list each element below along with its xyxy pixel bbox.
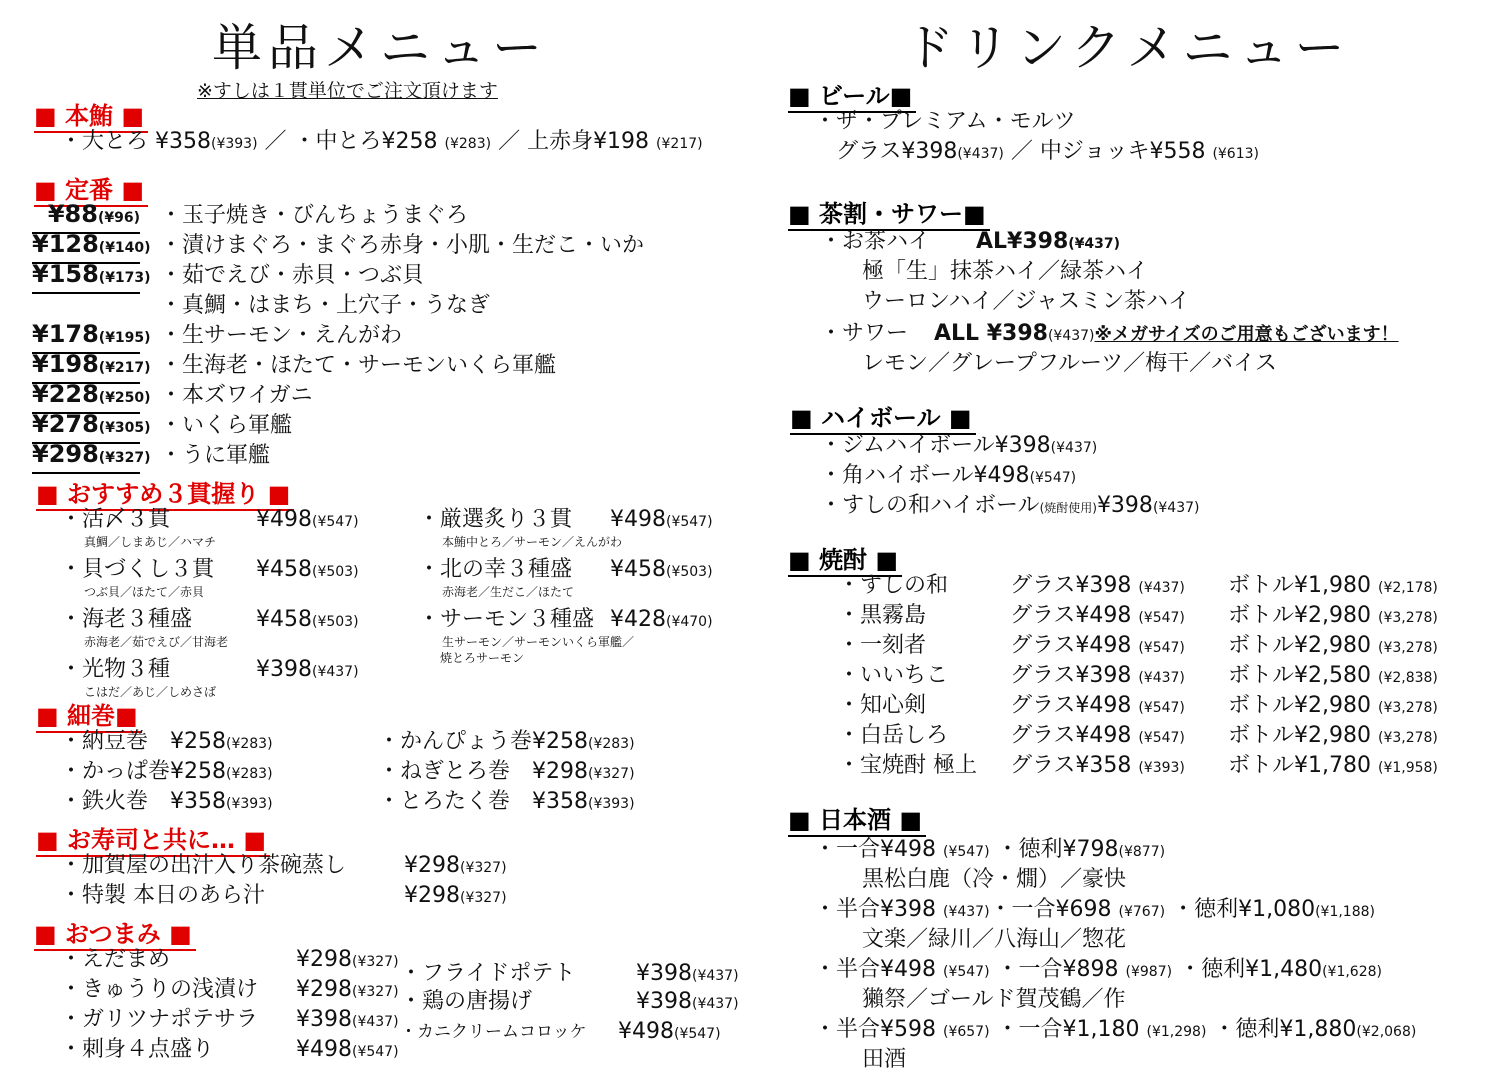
shochu-bottle-tax: (¥3,278)	[1377, 640, 1438, 656]
shochu-bottle-tax: (¥1,958)	[1377, 760, 1438, 776]
sake-segment: ・一合¥698	[989, 897, 1119, 922]
otsumami-item-price	[296, 976, 399, 1006]
teiban-items: ・生サーモン・えんがわ	[160, 323, 403, 348]
sake-segment: ・徳利¥1,080	[1165, 897, 1316, 922]
shochu-bottle	[1228, 692, 1438, 722]
hosomaki-item-tax: (¥283)	[588, 736, 635, 752]
tomoni-price-value: ¥298	[404, 883, 460, 908]
sushi-order-note: ※すしは１貫単位でご注文頂けます	[197, 80, 498, 102]
shochu-glass	[1010, 632, 1185, 662]
sake-line	[814, 1016, 1416, 1046]
osusume-item-name: ・貝づくし３貫	[60, 557, 215, 582]
shochu-glass	[1010, 602, 1185, 632]
shochu-bottle	[1228, 752, 1438, 782]
tomoni-price-tax: (¥327)	[460, 860, 507, 876]
tomoni-item-name: ・特製 本日のあら汁	[60, 883, 265, 908]
teiban-price	[32, 260, 151, 294]
osusume-price-tax: (¥503)	[666, 564, 713, 580]
osusume-item-name: ・サーモン３種盛	[418, 607, 595, 632]
shochu-name: ・白岳しろ	[838, 723, 949, 748]
shochu-bottle-tax: (¥2,178)	[1377, 580, 1438, 596]
osusume-price-tax: (¥437)	[312, 664, 359, 680]
section-hosomaki-heading: ■ 細巻■	[36, 696, 142, 733]
osusume-item-price	[256, 656, 359, 686]
shochu-bottle-tax: (¥3,278)	[1377, 730, 1438, 746]
teiban-items: ・真鯛・はまち・上穴子・うなぎ	[160, 293, 491, 318]
beer-prices	[836, 138, 1259, 168]
tomoni-price-value: ¥298	[404, 853, 460, 878]
shochu-bottle-price: ボトル¥2,980	[1228, 723, 1371, 748]
shochu-glass	[1010, 692, 1185, 722]
shochu-glass-tax: (¥437)	[1138, 580, 1185, 596]
osusume-item-price	[256, 556, 359, 586]
osusume-item-price	[256, 606, 359, 636]
ochahai-kinds-1: 極「生」抹茶ハイ／緑茶ハイ	[862, 259, 1149, 284]
otsumami-item-price	[618, 1018, 721, 1048]
teiban-items: ・いくら軍艦	[160, 413, 293, 438]
hosomaki-item	[378, 728, 635, 758]
shochu-name: ・宝焼酎 極上	[838, 753, 977, 778]
osusume-item-name: ・海老３種盛	[60, 607, 193, 632]
teiban-price-value: ¥278	[32, 410, 99, 438]
osusume-price-value: ¥398	[256, 657, 312, 682]
highball-jim-label: ・ジムハイボール¥398	[820, 433, 1051, 458]
otsumami-price-value: ¥398	[636, 989, 692, 1014]
sake-segment-tax: (¥1,628)	[1322, 964, 1382, 980]
shochu-glass-tax: (¥547)	[1138, 640, 1185, 656]
osusume-item-name: ・活〆３貫	[60, 507, 171, 532]
shochu-bottle-price: ボトル¥1,980	[1228, 573, 1371, 598]
osusume-price-value: ¥498	[256, 507, 312, 532]
teiban-price-tax: (¥250)	[98, 390, 151, 406]
shochu-glass-tax: (¥393)	[1138, 760, 1185, 776]
teiban-items: ・茹でえび・赤貝・つぶ貝	[160, 263, 425, 288]
section-teiban-heading: ■ 定番 ■	[34, 170, 148, 207]
sake-segment: ・徳利¥1,480	[1172, 957, 1323, 982]
hosomaki-item-label: ・ねぎとろ巻 ¥298	[378, 759, 588, 784]
shochu-glass	[1010, 752, 1185, 782]
otsumami-price-tax: (¥437)	[352, 1014, 399, 1030]
sake-segment: 黒松白鹿（冷・燗）／豪快	[862, 867, 1127, 892]
sake-segment: ・一合¥1,180	[989, 1017, 1147, 1042]
otsumami-price-value: ¥498	[296, 1037, 352, 1062]
shochu-bottle-price: ボトル¥2,980	[1228, 633, 1371, 658]
otsumami-item-price	[296, 1036, 399, 1066]
otsumami-price-tax: (¥437)	[692, 996, 739, 1012]
shochu-name: ・一刻者	[838, 633, 927, 658]
sake-segment-tax: (¥657)	[942, 1024, 990, 1040]
sake-segment: 田酒	[862, 1047, 907, 1072]
hosomaki-item	[60, 728, 273, 758]
sake-segment-tax: (¥2,068)	[1356, 1024, 1417, 1040]
highball-kaku-label: ・角ハイボール¥498	[820, 463, 1030, 488]
hosomaki-item-label: ・かんぴょう巻¥258	[378, 729, 588, 754]
osusume-item-price	[610, 556, 713, 586]
sake-segment: ・一合¥498	[814, 837, 943, 862]
otoro-tax: (¥393)	[210, 136, 258, 152]
sour-price: ALL ¥398	[934, 321, 1048, 346]
osusume-price-value: ¥458	[256, 557, 312, 582]
shochu-glass-price: グラス¥358	[1010, 753, 1132, 778]
hosomaki-item-label: ・かっぱ巻¥258	[60, 759, 226, 784]
osusume-item-contents: 赤海老／茹でえび／甘海老	[84, 635, 229, 649]
osusume-item-name: ・厳選炙り３貫	[418, 507, 573, 532]
otsumami-price-tax: (¥547)	[674, 1026, 721, 1042]
osusume-price-value: ¥458	[256, 607, 312, 632]
shochu-bottle	[1228, 632, 1438, 662]
shochu-glass-price: グラス¥498	[1010, 633, 1132, 658]
hosomaki-item-tax: (¥327)	[588, 766, 635, 782]
osusume-item-contents: 真鯛／しまあじ／ハマチ	[84, 535, 217, 549]
osusume-item-name: ・北の幸３種盛	[418, 557, 573, 582]
sake-segment-tax: (¥1,298)	[1146, 1024, 1207, 1040]
hosomaki-item	[378, 758, 635, 788]
shochu-glass	[1010, 722, 1185, 752]
section-honmaguro-heading: ■ 本鮪 ■	[34, 96, 148, 133]
sake-line	[814, 836, 1165, 866]
otsumami-price-tax: (¥547)	[352, 1044, 399, 1060]
osusume-item-contents: つぶ貝／ほたて／赤貝	[84, 585, 205, 599]
section-tomoni-heading: ■ お寿司と共に… ■	[36, 820, 270, 857]
highball-sushinowa	[820, 492, 1200, 522]
sake-line	[814, 956, 1382, 986]
osusume-price-tax: (¥503)	[312, 614, 359, 630]
tomoni-item-price	[404, 852, 507, 882]
shochu-glass-price: グラス¥498	[1010, 723, 1132, 748]
sake-line	[862, 986, 1126, 1014]
sake-segment-tax: (¥547)	[942, 844, 990, 860]
honmaguro-line	[60, 128, 703, 158]
sake-segment: ・半合¥598	[814, 1017, 943, 1042]
sake-line	[862, 1046, 906, 1074]
otsumami-price-value: ¥398	[296, 1007, 352, 1032]
shochu-bottle-price: ボトル¥2,980	[1228, 603, 1371, 628]
otsumami-item-name: ・カニクリームコロッケ	[400, 1022, 587, 1042]
chutoro-label: ／ ・中とろ¥258	[257, 129, 445, 154]
teiban-items: ・漬けまぐろ・まぐろ赤身・小肌・生だこ・いか	[160, 233, 645, 258]
tomoni-item-name: ・加賀屋の出汁入り茶碗蒸し	[60, 853, 347, 878]
teiban-price	[32, 350, 151, 384]
hosomaki-item-tax: (¥393)	[226, 796, 273, 812]
shochu-glass	[1010, 572, 1185, 602]
shochu-name: ・知心剣	[838, 693, 927, 718]
osusume-price-value: ¥458	[610, 557, 666, 582]
teiban-price-value: ¥228	[32, 380, 99, 408]
otsumami-price-value: ¥398	[636, 961, 692, 986]
section-beer-heading: ■ ビール■	[788, 76, 916, 113]
akami-tax: (¥217)	[656, 136, 703, 152]
chutoro-tax: (¥283)	[444, 136, 492, 152]
sour-label: ・サワー	[820, 321, 909, 346]
sake-segment-tax: (¥1,188)	[1315, 904, 1375, 920]
shochu-bottle-price: ボトル¥1,780	[1228, 753, 1371, 778]
sake-segment: 獺祭／ゴールド賀茂鶴／作	[862, 987, 1126, 1012]
teiban-price-tax: (¥96)	[97, 210, 140, 226]
osusume-item-contents-2: 焼とろサーモン	[440, 651, 525, 665]
highball-sushinowa-price: ¥398	[1096, 493, 1153, 518]
shochu-bottle	[1228, 662, 1438, 692]
teiban-items: ・生海老・ほたて・サーモンいくら軍艦	[160, 353, 557, 378]
otsumami-item-price	[296, 1006, 399, 1036]
teiban-price	[32, 440, 151, 474]
sake-segment: 文楽／緑川／八海山／惣花	[862, 927, 1127, 952]
shochu-bottle-tax: (¥3,278)	[1377, 610, 1438, 626]
sour-tax: (¥437)	[1047, 328, 1095, 344]
osusume-price-tax: (¥503)	[312, 564, 359, 580]
osusume-price-value: ¥498	[610, 507, 666, 532]
otsumami-price-tax: (¥437)	[692, 968, 739, 984]
hosomaki-item-tax: (¥393)	[588, 796, 635, 812]
hosomaki-item-label: ・納豆巻 ¥258	[60, 729, 226, 754]
beer-mug-tax: (¥613)	[1212, 146, 1259, 162]
otoro-label: ・大とろ ¥358	[60, 129, 211, 154]
teiban-items: ・本ズワイガニ	[160, 383, 313, 408]
highball-sushinowa-tax: (¥437)	[1152, 500, 1200, 516]
teiban-price-value: ¥88	[47, 200, 98, 228]
highball-kaku-tax: (¥547)	[1029, 470, 1077, 486]
sake-line	[814, 896, 1375, 926]
otsumami-price-tax: (¥327)	[352, 954, 399, 970]
hosomaki-item	[378, 788, 635, 818]
sake-segment-tax: (¥767)	[1118, 904, 1166, 920]
beer-name: ・ザ・プレミアム・モルツ	[814, 109, 1076, 134]
ochahai-price: AL¥398	[976, 229, 1069, 254]
shochu-name: ・すしの和	[838, 573, 949, 598]
osusume-item-contents: 生サーモン／サーモンいくら軍艦／	[442, 635, 635, 649]
otsumami-price-value: ¥298	[296, 977, 352, 1002]
section-sour-heading: ■ 茶割・サワー■	[788, 194, 990, 231]
sour-line	[820, 320, 1399, 350]
shochu-glass-price: グラス¥498	[1010, 603, 1132, 628]
teiban-price	[32, 410, 151, 444]
teiban-items: ・うに軍艦	[160, 443, 271, 468]
shochu-glass-tax: (¥437)	[1138, 670, 1185, 686]
hosomaki-item-tax: (¥283)	[226, 736, 273, 752]
sake-line	[862, 866, 1126, 894]
drink-menu-title: ドリンクメニュー	[904, 19, 1351, 77]
teiban-price-tax: (¥195)	[98, 330, 151, 346]
sake-segment: ・半合¥498	[814, 957, 943, 982]
teiban-price-tax: (¥327)	[98, 450, 151, 466]
shochu-bottle-tax: (¥3,278)	[1377, 700, 1438, 716]
tomoni-price-tax: (¥327)	[460, 890, 507, 906]
hosomaki-item	[60, 788, 273, 818]
osusume-item-price	[256, 506, 359, 536]
hosomaki-item-label: ・とろたく巻 ¥358	[378, 789, 588, 814]
osusume-price-value: ¥428	[610, 607, 666, 632]
sake-segment-tax: (¥877)	[1118, 844, 1166, 860]
otsumami-item-name: ・えだまめ	[60, 947, 171, 972]
teiban-price-tax: (¥305)	[98, 420, 151, 436]
osusume-item-contents: こはだ／あじ／しめさば	[84, 685, 217, 699]
food-menu-title: 単品メニュー	[212, 19, 548, 77]
sake-segment: ・一合¥898	[989, 957, 1126, 982]
teiban-price	[32, 320, 151, 354]
teiban-price	[32, 380, 151, 414]
beer-glass-price: グラス¥398	[836, 139, 958, 164]
otsumami-item-name: ・フライドポテト	[400, 961, 576, 986]
sake-line	[862, 926, 1126, 954]
otsumami-price-tax: (¥327)	[352, 984, 399, 1000]
sake-segment: ・徳利¥1,880	[1206, 1017, 1357, 1042]
shochu-glass-price: グラス¥398	[1010, 573, 1132, 598]
osusume-item-name: ・光物３種	[60, 657, 171, 682]
teiban-price-value: ¥178	[32, 320, 99, 348]
teiban-price-value: ¥128	[32, 230, 99, 258]
otsumami-item-name: ・ガリツナポテサラ	[60, 1007, 259, 1032]
ochahai-line	[820, 228, 1120, 258]
highball-jim	[820, 432, 1097, 462]
mega-size-note: ※メガサイズのご用意もございます！	[1094, 324, 1399, 345]
ochahai-kinds-2: ウーロンハイ／ジャスミン茶ハイ	[862, 289, 1191, 314]
teiban-price-tax: (¥173)	[98, 270, 151, 286]
teiban-price-tax: (¥140)	[98, 240, 151, 256]
otsumami-item-price	[636, 960, 739, 990]
otsumami-item-name: ・鶏の唐揚げ	[400, 989, 533, 1014]
shochu-glass-price: グラス¥498	[1010, 693, 1132, 718]
highball-jim-tax: (¥437)	[1050, 440, 1098, 456]
otsumami-price-value: ¥498	[618, 1019, 674, 1044]
teiban-price-value: ¥158	[32, 260, 99, 288]
section-highball-heading: ■ ハイボール ■	[790, 398, 976, 435]
section-shochu-heading: ■ 焼酎 ■	[788, 540, 902, 577]
teiban-price	[32, 230, 151, 264]
shochu-glass-tax: (¥547)	[1138, 610, 1185, 626]
osusume-price-tax: (¥470)	[666, 614, 713, 630]
sour-kinds: レモン／グレープフルーツ／梅干／バイス	[862, 351, 1277, 376]
shochu-bottle-price: ボトル¥2,980	[1228, 693, 1371, 718]
shochu-glass	[1010, 662, 1185, 692]
osusume-price-tax: (¥547)	[666, 514, 713, 530]
sake-segment: ・徳利¥798	[989, 837, 1119, 862]
otsumami-price-value: ¥298	[296, 947, 352, 972]
shochu-bottle-price: ボトル¥2,580	[1228, 663, 1371, 688]
beer-mug-price: ／ 中ジョッキ¥558	[1003, 139, 1213, 164]
osusume-item-contents: 赤海老／生だこ／ほたて	[442, 585, 575, 599]
teiban-price	[32, 200, 140, 234]
sake-segment-tax: (¥437)	[942, 904, 990, 920]
shochu-glass-price: グラス¥398	[1010, 663, 1132, 688]
ochahai-tax: (¥437)	[1068, 236, 1121, 252]
otsumami-item-price	[636, 988, 739, 1018]
shochu-bottle	[1228, 602, 1438, 632]
highball-sushinowa-note: (焼酎使用)	[1039, 501, 1097, 515]
akami-label: ／ 上赤身¥198	[491, 129, 657, 154]
osusume-item-contents: 本鮪中とろ／サーモン／えんがわ	[442, 535, 623, 549]
shochu-bottle	[1228, 572, 1438, 602]
shochu-bottle	[1228, 722, 1438, 752]
osusume-item-price	[610, 506, 713, 536]
teiban-price-value: ¥198	[32, 350, 99, 378]
osusume-item-price	[610, 606, 713, 636]
tomoni-item-price	[404, 882, 507, 912]
shochu-bottle-tax: (¥2,838)	[1377, 670, 1438, 686]
osusume-price-tax: (¥547)	[312, 514, 359, 530]
teiban-items: ・玉子焼き・びんちょうまぐろ	[160, 203, 469, 228]
beer-glass-tax: (¥437)	[957, 146, 1004, 162]
hosomaki-item-tax: (¥283)	[226, 766, 273, 782]
teiban-price-value: ¥298	[32, 440, 99, 468]
highball-sushinowa-label: ・すしの和ハイボール	[820, 493, 1040, 518]
highball-kaku	[820, 462, 1076, 492]
teiban-price-tax: (¥217)	[98, 360, 151, 376]
section-sake-heading: ■ 日本酒 ■	[788, 800, 926, 837]
section-osusume-heading: ■ おすすめ３貫握り ■	[36, 474, 294, 511]
ochahai-label: ・お茶ハイ	[820, 229, 931, 254]
section-otsumami-heading: ■ おつまみ ■	[34, 914, 196, 951]
sake-segment-tax: (¥987)	[1125, 964, 1173, 980]
shochu-glass-tax: (¥547)	[1138, 700, 1185, 716]
otsumami-item-name: ・きゅうりの浅漬け	[60, 977, 259, 1002]
otsumami-item-name: ・刺身４点盛り	[60, 1037, 215, 1062]
hosomaki-item	[60, 758, 273, 788]
otsumami-item-price	[296, 946, 399, 976]
hosomaki-item-label: ・鉄火巻 ¥358	[60, 789, 226, 814]
shochu-name: ・いいちこ	[838, 663, 949, 688]
shochu-name: ・黒霧島	[838, 603, 927, 628]
shochu-glass-tax: (¥547)	[1138, 730, 1185, 746]
sake-segment-tax: (¥547)	[942, 964, 990, 980]
sake-segment: ・半合¥398	[814, 897, 943, 922]
